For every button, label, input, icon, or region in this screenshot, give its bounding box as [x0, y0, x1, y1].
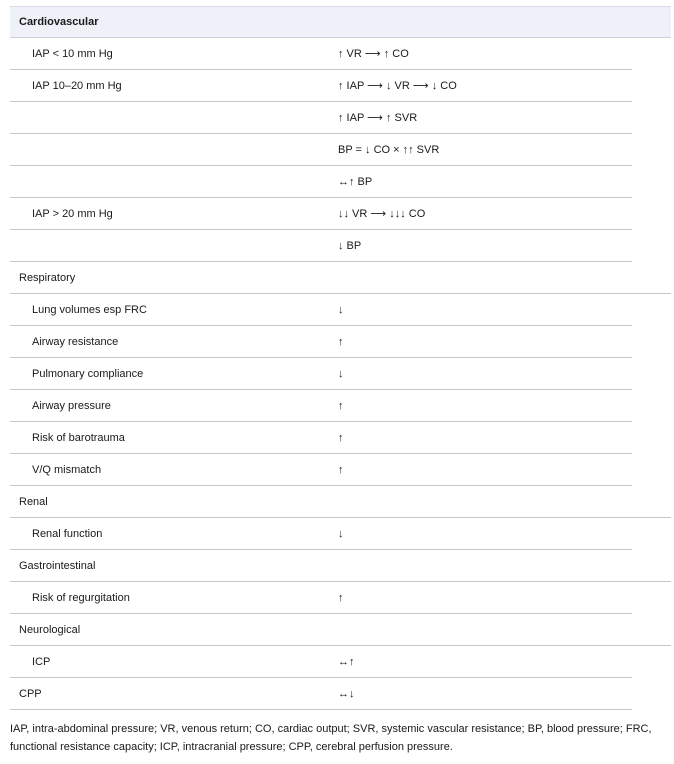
section-row [10, 486, 671, 518]
parameter-label: CPP [19, 687, 42, 700]
table-row [10, 134, 632, 166]
effect-value: ↑ [338, 399, 344, 412]
effect-value: ↓ [338, 527, 344, 540]
table-footnote: IAP, intra-abdominal pressure; VR, venous return; CO, cardiac output; SVR, systemic vascular resistance; BP, blood pressure; FRC, functional resistance capacity; ICP, intracranial pressure; CPP, cerebral perfusion pressure. [10, 723, 652, 753]
effect-value: ↓ [338, 303, 344, 316]
table-row [10, 166, 632, 198]
physiological-effects-table [10, 6, 671, 710]
parameter-label: Risk of barotrauma [32, 431, 125, 444]
parameter-label: Airway resistance [32, 335, 119, 348]
table-row [10, 38, 632, 70]
table-row [10, 230, 632, 262]
section-label: Respiratory [19, 271, 76, 284]
effect-value: ↓↓ VR ⟶ ↓↓↓ CO [338, 208, 426, 220]
table-row [10, 102, 632, 134]
table-row [10, 326, 632, 358]
table-row [10, 646, 632, 678]
table-row [10, 454, 632, 486]
section-row [10, 550, 671, 582]
parameter-label: ICP [32, 655, 51, 668]
effect-value: ↓ BP [338, 239, 362, 252]
table-row [10, 70, 632, 102]
parameter-label: Lung volumes esp FRC [32, 303, 147, 316]
parameter-label: IAP 10–20 mm Hg [32, 79, 122, 92]
parameter-label: IAP < 10 mm Hg [32, 47, 113, 60]
table-row [10, 198, 632, 230]
section-label: Renal [19, 495, 48, 508]
parameter-label: Renal function [32, 527, 103, 540]
table-header-row [10, 6, 671, 38]
table-body [10, 38, 671, 710]
parameter-label: Airway pressure [32, 399, 111, 412]
effect-value: ↔↓ [338, 687, 355, 700]
section-label: Gastrointestinal [19, 559, 96, 572]
table-row [10, 422, 632, 454]
parameter-label: V/Q mismatch [32, 463, 102, 476]
header-cardiovascular: Cardiovascular [19, 16, 99, 28]
table-row [10, 390, 632, 422]
effect-value: ↑ [338, 431, 344, 444]
effect-value: ↑ VR ⟶ ↑ CO [338, 48, 409, 60]
parameter-label: Risk of regurgitation [32, 591, 130, 604]
table-row [10, 294, 632, 326]
effect-value: ↑ [338, 335, 344, 348]
effect-value: ↔↑ [338, 655, 355, 668]
parameter-label: Pulmonary compliance [32, 367, 144, 380]
table-row [10, 582, 632, 614]
section-row [10, 614, 671, 646]
effect-value: ↑ IAP ⟶ ↑ SVR [338, 112, 418, 124]
section-label: Neurological [19, 623, 81, 636]
table-row [10, 358, 632, 390]
section-row [10, 262, 671, 294]
effect-value: ↑ [338, 463, 344, 476]
effect-value: ↓ [338, 367, 344, 380]
table-row [10, 678, 632, 710]
table-row [10, 518, 632, 550]
effect-value: ↔↑ BP [338, 175, 373, 188]
effect-value: ↑ [338, 591, 344, 604]
effect-value: ↑ IAP ⟶ ↓ VR ⟶ ↓ CO [338, 80, 457, 92]
effect-value: BP = ↓ CO × ↑↑ SVR [338, 143, 440, 156]
parameter-label: IAP > 20 mm Hg [32, 207, 113, 220]
